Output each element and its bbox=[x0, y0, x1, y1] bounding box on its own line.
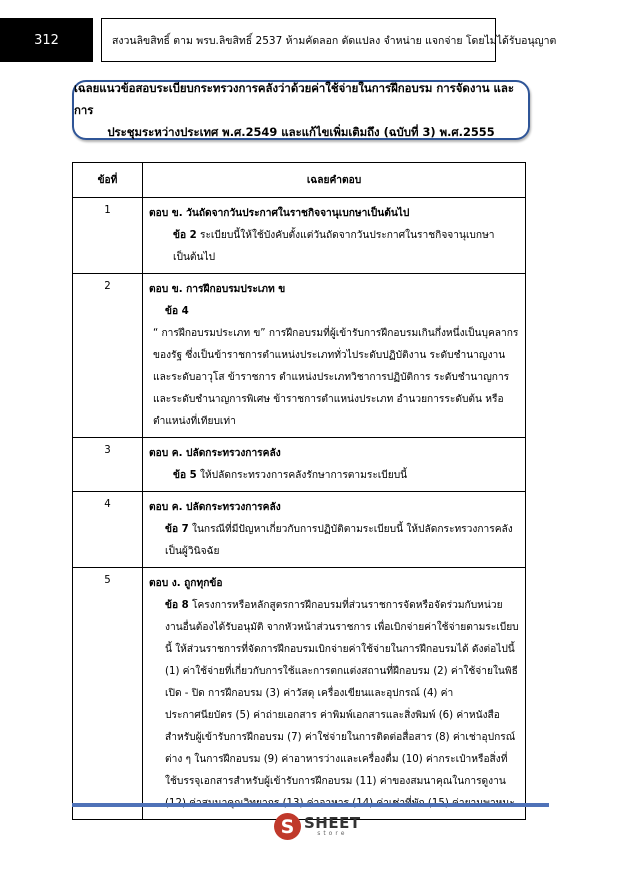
answer-choice: ตอบ ข. วันถัดจากวันประกาศในราชกิจจานุเบกษาเป็นต้นไป bbox=[149, 208, 410, 219]
answer-choice: ตอบ ค. ปลัดกระทรวงการคลัง bbox=[149, 448, 281, 459]
answer-choice: ตอบ ข. การฝึกอบรมประเภท ข bbox=[149, 284, 286, 295]
section-label: ข้อ 7 bbox=[165, 524, 189, 535]
explanation bbox=[149, 519, 519, 563]
explanation-text: ในกรณีที่มีปัญหาเกี่ยวกับการปฏิบัติตามระเบียบนี้ ให้ปลัดกระทรวงการคลังเป็นผู้วินิจฉัย bbox=[165, 524, 513, 557]
page-number: 312 bbox=[0, 18, 93, 62]
row-answer-cell bbox=[143, 438, 526, 492]
section-label: ข้อ 5 bbox=[173, 470, 197, 481]
explanation-text: ให้ปลัดกระทรวงการคลังรักษาการตามระเบียบนี้ bbox=[199, 470, 408, 481]
title-line-1: เฉลยแนวข้อสอบระเบียบกระทรวงการคลังว่าด้วยค่าใช้จ่ายในการฝึกอบรม การจัดงาน และการ bbox=[74, 81, 514, 117]
section-label: ข้อ 8 bbox=[165, 600, 189, 611]
row-number: 4 bbox=[73, 492, 143, 568]
logo-subword: store bbox=[317, 830, 348, 837]
explanation-text: ระเบียบนี้ให้ใช้บังคับตั้งแต่วันถัดจากวันประกาศในราชกิจจานุเบกษา เป็นต้นไป bbox=[173, 230, 495, 263]
column-header-answer: เฉลยคำตอบ bbox=[143, 163, 526, 198]
document-title-box bbox=[72, 80, 530, 140]
footer-rule bbox=[72, 803, 549, 807]
title-line-2: ประชุมระหว่างประเทศ พ.ศ.2549 และแก้ไขเพิ่มเติมถึง (ฉบับที่ 3) พ.ศ.2555 bbox=[107, 125, 495, 139]
logo-text bbox=[304, 816, 361, 837]
explanation bbox=[149, 465, 519, 487]
copyright-header bbox=[101, 18, 557, 62]
copyright-text: สงวนลิขสิทธิ์ ตาม พรบ.ลิขสิทธิ์ 2537 ห้ามคัดลอก ดัดแปลง จำหน่าย แจกจ่าย โดยไม่ได้รับอนุญาต bbox=[112, 34, 557, 47]
answer-choice: ตอบ ค. ปลัดกระทรวงการคลัง bbox=[149, 502, 281, 513]
row-answer-cell bbox=[143, 274, 526, 438]
answer-table bbox=[72, 162, 526, 820]
table-row bbox=[73, 274, 526, 438]
table-row bbox=[73, 492, 526, 568]
section-label: ข้อ 2 bbox=[173, 230, 197, 241]
column-header-number: ข้อที่ bbox=[73, 163, 143, 198]
sheet-store-logo bbox=[274, 813, 361, 840]
row-number: 1 bbox=[73, 198, 143, 274]
answer-choice: ตอบ ง. ถูกทุกข้อ bbox=[149, 578, 223, 589]
logo-word: SHEET bbox=[304, 814, 361, 832]
explanation bbox=[149, 225, 519, 269]
row-answer-cell bbox=[143, 568, 526, 820]
explanation-text: โครงการหรือหลักสูตรการฝึกอบรมที่ส่วนราชการจัดหรือจัดร่วมกับหน่วยงานอื่นต้องได้รับอนุมัติ จากหัวหน้าส่วนราชการ เพื่อเบิกจ่ายค่าใช้จ่ายตามระเบียบนี้ ให้ส่วนราชการที่จัดการฝึกอบรมเบิกจ่ายค่าใช้จ่ายในการฝึกอบรมได้ ดังต่อไปนี้ (1) ค่าใช้จ่ายที่เกี่ยวกับการใช้และการตกแต่งสถานที่ฝึกอบรม (2) ค่าใช้จ่ายในพิธีเปิด - ปิด การฝึกอบรม (3) ค่าวัสดุ เครื่องเขียนและอุปกรณ์ (4) ค่าประกาศนียบัตร (5) ค่าถ่ายเอกสาร ค่าพิมพ์เอกสารและสิ่งพิมพ์ (6) ค่าหนังสือสำหรับผู้เข้ารับการฝึกอบรม (7) ค่าใช่จ่ายในการติดต่อสื่อสาร (8) ค่าเช่าอุปกรณ์ต่าง ๆ ในการฝึกอบรม (9) ค่าอาหารว่างและเครื่องดื่ม (10) ค่ากระเป๋าหรือสิ่งที่ใช้บรรจุเอกสารสำหรับผู้เข้ารับการฝึกอบรม (11) ค่าของสมนาคุณในการดูงาน bbox=[165, 600, 519, 787]
row-answer-cell bbox=[143, 198, 526, 274]
row-answer-cell bbox=[143, 492, 526, 568]
explanation bbox=[149, 595, 519, 815]
row-number: 2 bbox=[73, 274, 143, 438]
table-row bbox=[73, 438, 526, 492]
table-row bbox=[73, 568, 526, 820]
logo-s-icon: S bbox=[274, 813, 301, 840]
table-header-row bbox=[73, 163, 526, 198]
table-row bbox=[73, 198, 526, 274]
explanation-text: “ การฝึกอบรมประเภท ข” การฝึกอบรมที่ผู้เข้ารับการฝึกอบรมเกินกึ่งหนึ่งเป็นบุคลากรของรัฐ ซึ่งเป็นข้าราชการตำแหน่งประเภททั่วไประดับปฏิบัติงาน ระดับชำนาญงานและระดับอาวุโส ข้าราชการ ตำแหน่งประเภทวิชาการปฏิบัติการ ระดับชำนาญการและระดับชำนาญการพิเศษ ข้าราชการตำแหน่งประเภท อำนวยการระดับต้น หรือตำแหน่งที่เทียบเท่า bbox=[153, 328, 519, 427]
section-label: ข้อ 4 bbox=[165, 306, 189, 317]
row-number: 3 bbox=[73, 438, 143, 492]
row-number: 5 bbox=[73, 568, 143, 820]
